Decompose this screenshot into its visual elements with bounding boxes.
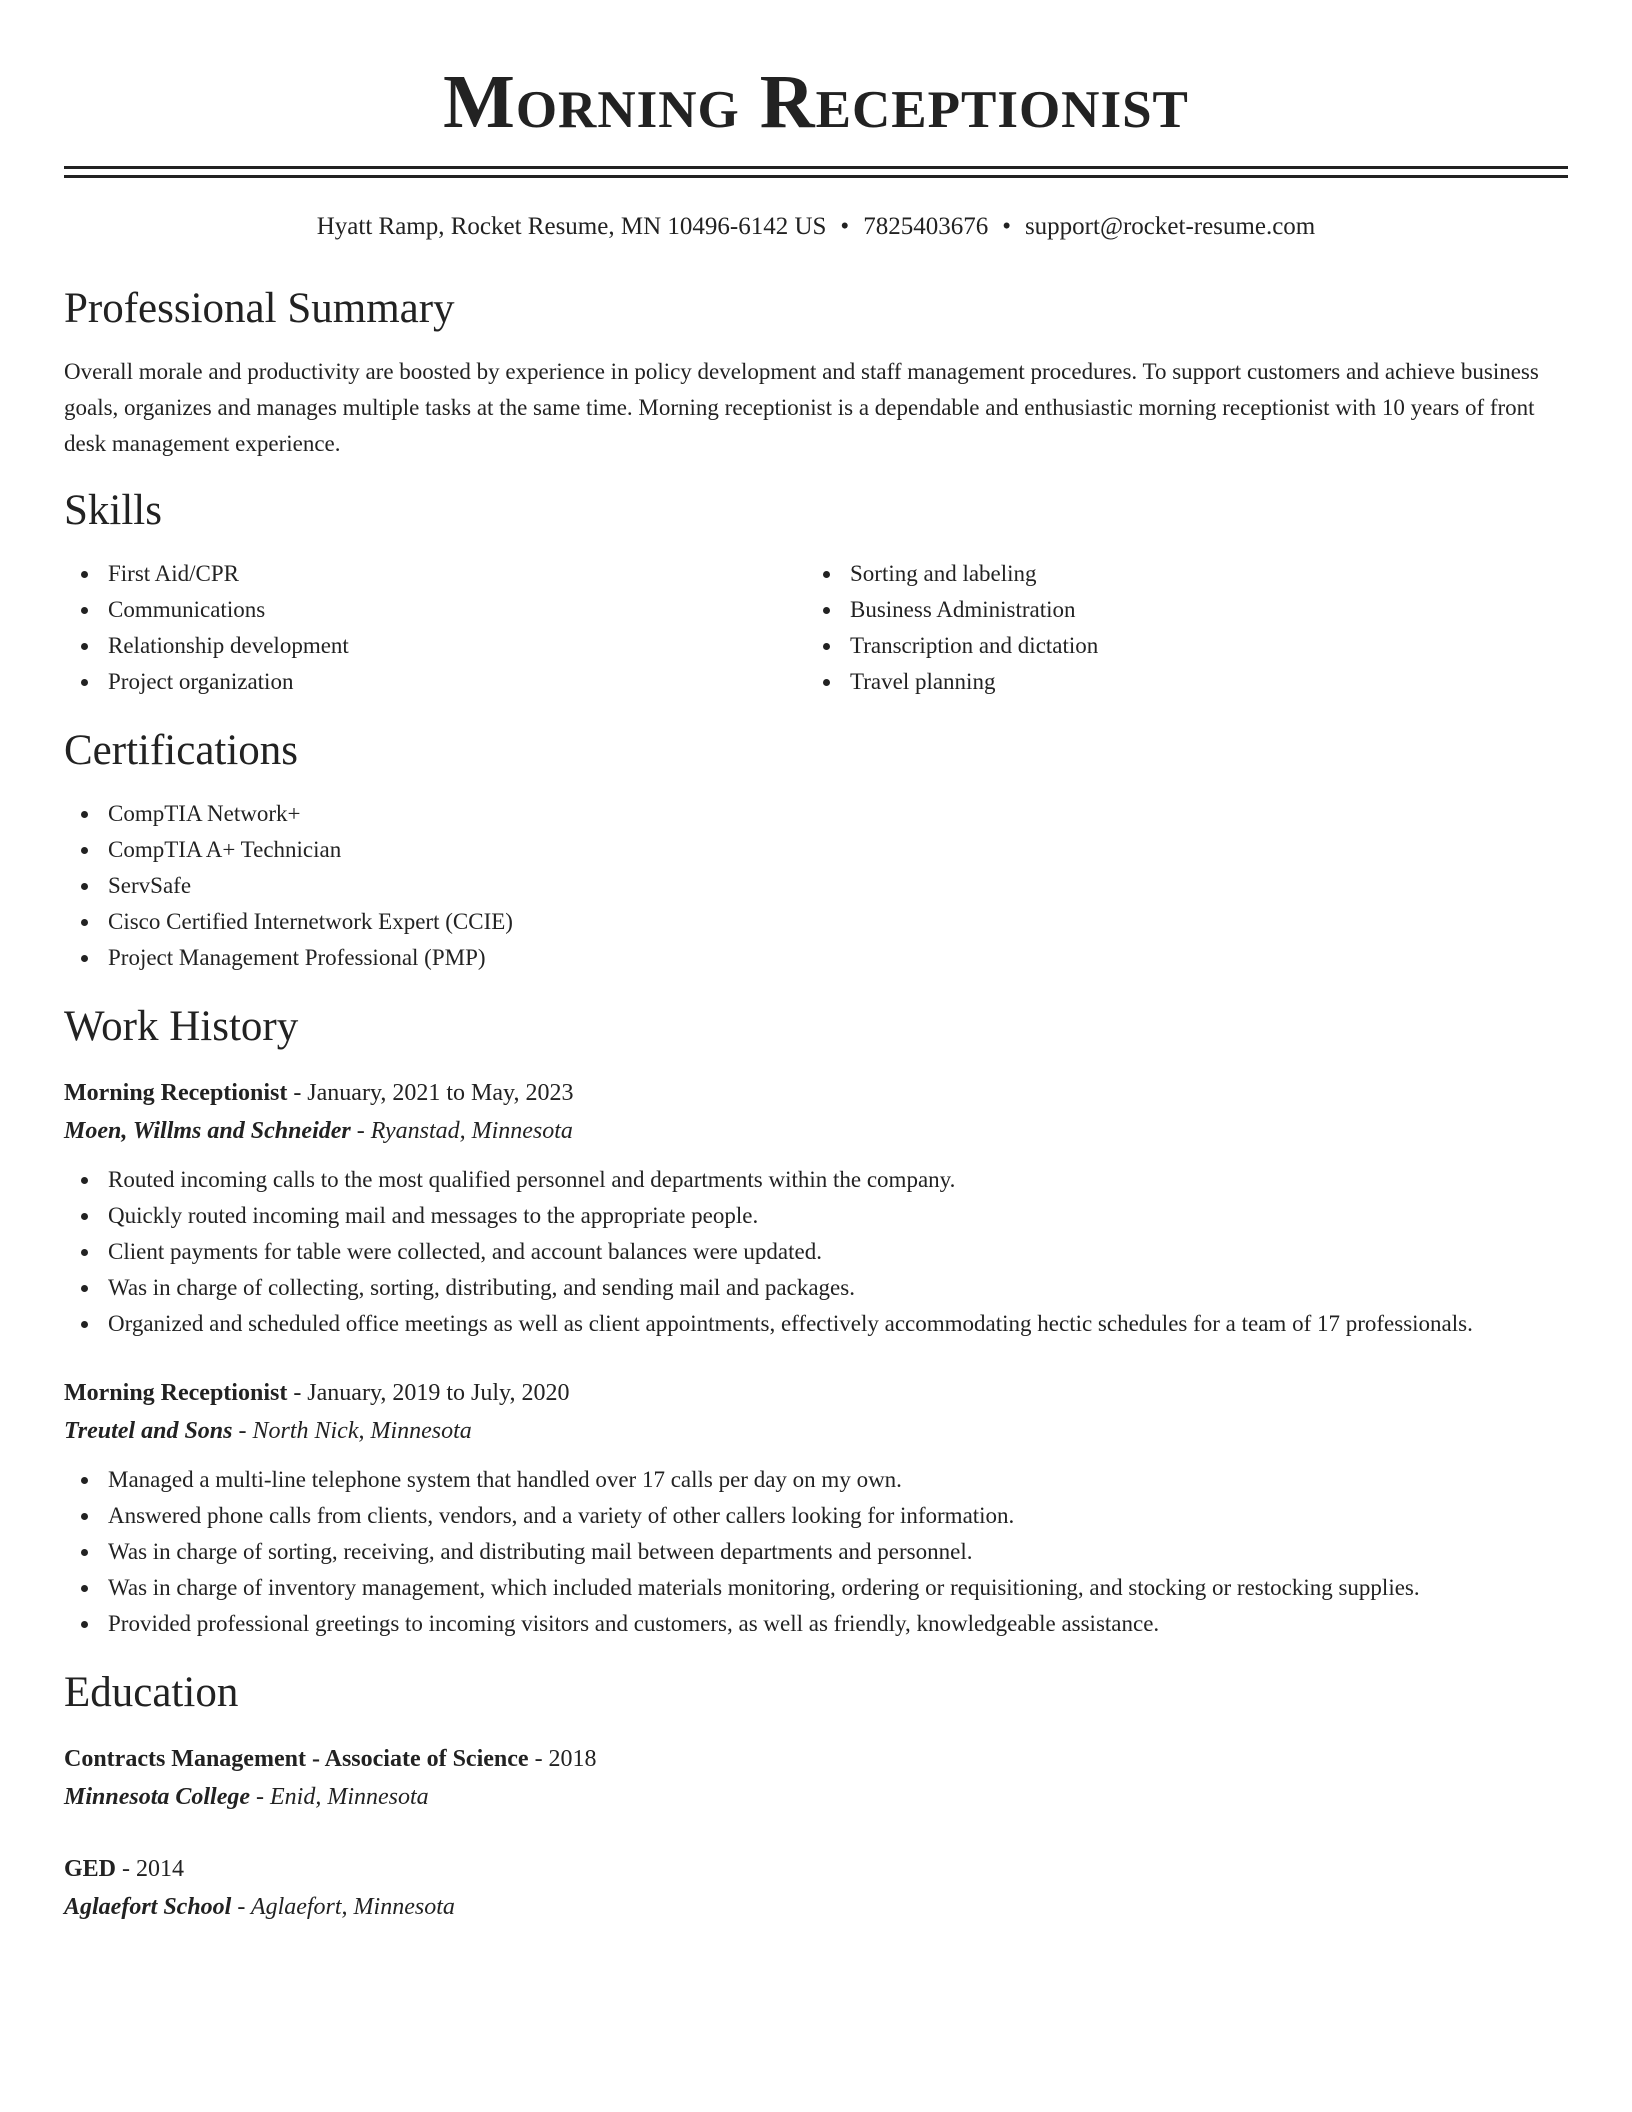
skill-item: Relationship development: [64, 628, 806, 664]
certification-item: Project Management Professional (PMP): [64, 940, 1568, 976]
job-duty-item: Provided professional greetings to incoming visitors and customers, as well as friendly, knowledgeable assistance.: [64, 1606, 1568, 1642]
skill-item: Transcription and dictation: [806, 628, 1548, 664]
education-school: Minnesota College: [64, 1784, 251, 1810]
job-company: Treutel and Sons: [64, 1418, 233, 1444]
contact-line: [64, 212, 1568, 242]
education-degree-line: [64, 1740, 1568, 1778]
education-school: Aglaefort School: [64, 1894, 232, 1920]
summary-text: Overall morale and productivity are boosted by experience in policy development and staff management procedures. To support customers and achieve business goals, organizes and manages multiple tasks at the same time. Morning receptionist is a dependable and enthusiastic morning receptionist with 10 years of front desk management experience.: [64, 359, 1539, 456]
education-location: - Aglaefort, Minnesota: [231, 1894, 455, 1920]
job-dates: - January, 2019 to July, 2020: [287, 1380, 570, 1406]
job-title-line: [64, 1374, 1568, 1412]
job-title: Morning Receptionist: [64, 1080, 288, 1106]
education-school-line: [64, 1778, 1568, 1816]
education-degree: GED: [64, 1856, 117, 1882]
job-duty-item: Answered phone calls from clients, vendors, and a variety of other callers looking for information.: [64, 1498, 1568, 1534]
job-company-line: [64, 1112, 1568, 1150]
certification-item: Cisco Certified Internetwork Expert (CCIE): [64, 904, 1568, 940]
skill-item: Travel planning: [806, 664, 1548, 700]
job-entry: [64, 1374, 1568, 1642]
job-duty-item: Client payments for table were collected, and account balances were updated.: [64, 1234, 1568, 1270]
certification-item: CompTIA Network+: [64, 796, 1568, 832]
job-company-line: [64, 1412, 1568, 1450]
job-location: - North Nick, Minnesota: [232, 1418, 472, 1444]
job-duties-list: [64, 1162, 1568, 1342]
skills-columns: [64, 556, 1568, 700]
job-location: - Ryanstad, Minnesota: [350, 1118, 573, 1144]
contact-phone: 7825403676: [863, 213, 989, 240]
education-school-line: [64, 1888, 1568, 1926]
certifications-list: [64, 796, 1568, 976]
certification-item: ServSafe: [64, 868, 1568, 904]
education-entry: [64, 1740, 1568, 1816]
job-duty-item: Quickly routed incoming mail and messages to the appropriate people.: [64, 1198, 1568, 1234]
contact-email: support@rocket-resume.com: [1024, 213, 1316, 240]
resume-title: Morning Receptionist: [443, 60, 1189, 144]
job-duty-item: Was in charge of inventory management, which included materials monitoring, ordering or requisitioning, and stocking or restocking supplies.: [64, 1570, 1568, 1606]
education-entry: [64, 1850, 1568, 1926]
education-location: - Enid, Minnesota: [250, 1784, 429, 1810]
skill-item: Sorting and labeling: [806, 556, 1548, 592]
job-duty-item: Was in charge of collecting, sorting, distributing, and sending mail and packages.: [64, 1270, 1568, 1306]
education-degree-line: [64, 1850, 1568, 1888]
contact-separator: •: [840, 213, 850, 240]
job-duty-item: Was in charge of sorting, receiving, and distributing mail between departments and personnel.: [64, 1534, 1568, 1570]
education-heading: Education: [64, 1669, 239, 1716]
work-history-heading: Work History: [64, 1003, 299, 1050]
title-double-rule: [64, 166, 1568, 178]
skills-left-list: [64, 556, 806, 700]
job-dates: - January, 2021 to May, 2023: [287, 1080, 574, 1106]
skill-item: First Aid/CPR: [64, 556, 806, 592]
certification-item: CompTIA A+ Technician: [64, 832, 1568, 868]
education-degree: Contracts Management - Associate of Science: [64, 1746, 529, 1772]
job-duties-list: [64, 1462, 1568, 1642]
education-year: - 2018: [528, 1746, 597, 1772]
skills-right-list: [806, 556, 1548, 700]
contact-separator: •: [1002, 213, 1011, 240]
job-duty-item: Organized and scheduled office meetings as well as client appointments, effectively accommodating hectic schedules for a team of 17 professionals.: [64, 1306, 1568, 1342]
skill-item: Communications: [64, 592, 806, 628]
certifications-heading: Certifications: [64, 727, 299, 774]
job-duty-item: Routed incoming calls to the most qualified personnel and departments within the company.: [64, 1162, 1568, 1198]
contact-address: Hyatt Ramp, Rocket Resume, MN 10496-6142 US: [316, 213, 827, 240]
job-title: Morning Receptionist: [64, 1380, 288, 1406]
summary-heading: Professional Summary: [64, 285, 455, 332]
job-duty-item: Managed a multi-line telephone system that handled over 17 calls per day on my own.: [64, 1462, 1568, 1498]
skills-heading: Skills: [64, 487, 162, 534]
education-year: - 2014: [116, 1856, 185, 1882]
job-entry: [64, 1074, 1568, 1342]
skill-item: Business Administration: [806, 592, 1548, 628]
job-company: Moen, Willms and Schneider: [64, 1118, 351, 1144]
resume-page: [64, 0, 1568, 1926]
skill-item: Project organization: [64, 664, 806, 700]
job-title-line: [64, 1074, 1568, 1112]
